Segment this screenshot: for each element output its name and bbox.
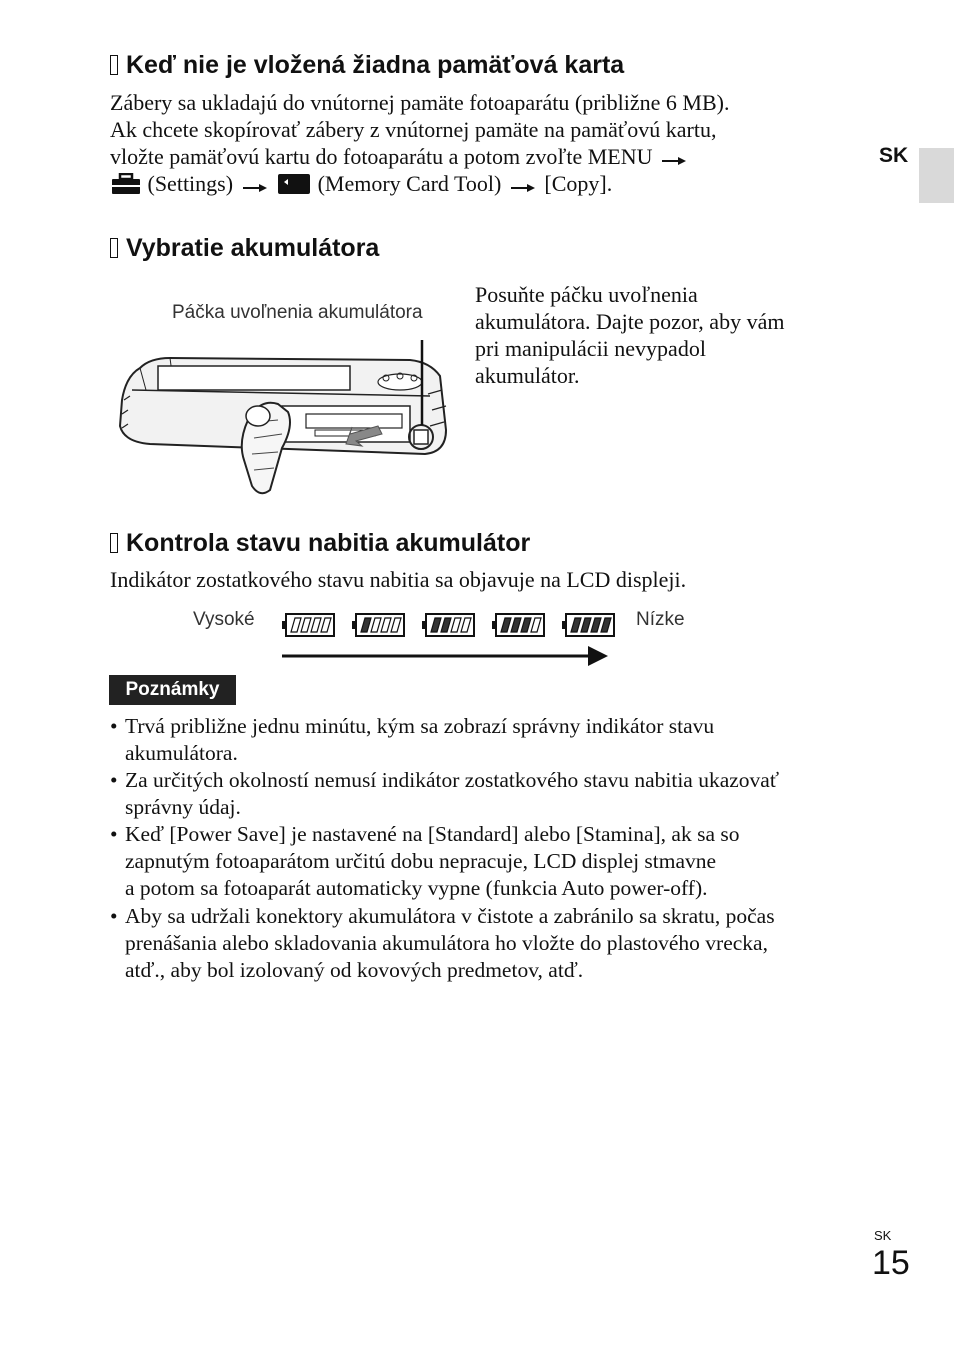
paragraph-line [110, 170, 612, 198]
note-text: Trvá približne jednu minútu, kým sa zobrazí správny indikátor stavu [125, 714, 715, 738]
section-heading-text: Kontrola stavu nabitia akumulátor [126, 529, 531, 557]
note-text: atď., aby bol izolovaný od kovových predmetov, atď. [125, 958, 584, 982]
paragraph-line: akumulátora. Dajte pozor, aby vám [475, 309, 785, 334]
camera-battery-illustration [110, 330, 460, 500]
language-side-tab [919, 148, 954, 203]
note-text: Keď [Power Save] je nastavené na [Standard] alebo [Stamina], ak sa so [125, 822, 740, 846]
bullet-dot: • [110, 768, 118, 792]
paragraph-line: Indikátor zostatkového stavu nabitia sa objavuje na LCD displeji. [110, 567, 687, 592]
copy-label: [Copy]. [544, 171, 613, 196]
arrow-right-icon [507, 181, 539, 195]
paragraph-line: Ak chcete skopírovať zábery z vnútornej pamäte na pamäťovú kartu, [110, 117, 717, 142]
scale-arrow-head [588, 646, 608, 666]
note-text: akumulátora. [125, 741, 238, 765]
paragraph-line [110, 143, 690, 171]
memory-card-tool-label: (Memory Card Tool) [317, 171, 502, 196]
memory-card-icon [276, 173, 312, 195]
heading-square-icon [110, 55, 118, 75]
battery-level-icon [282, 614, 334, 636]
settings-label: (Settings) [147, 171, 234, 196]
bullet-dot: • [110, 904, 118, 928]
note-text: zapnutým fotoaparátom určitú dobu nepracuje, LCD displej stmavne [125, 849, 717, 873]
paragraph-line: Zábery sa ukladajú do vnútornej pamäte fotoaparátu (približne 6 MB). [110, 90, 730, 115]
section-heading-battery-check [110, 528, 530, 558]
battery-release-lever-label: Páčka uvoľnenia akumulátora [172, 302, 423, 323]
paragraph-line: akumulátor. [475, 363, 580, 388]
note-text: prenášania alebo skladovania akumulátora ho vložte do plastového vrecka, [125, 931, 768, 955]
bullet-dot: • [110, 822, 118, 846]
note-text: správny údaj. [125, 795, 241, 819]
arrow-right-icon [658, 154, 690, 168]
paragraph-text: vložte pamäťovú kartu do fotoaparátu a potom zvoľte MENU [110, 144, 653, 169]
battery-high-label: Vysoké [193, 609, 255, 630]
notes-badge: Poznámky [109, 675, 236, 705]
arrow-right-icon [239, 181, 271, 195]
note-text: a potom sa fotoaparát automaticky vypne (funkcia Auto power-off). [125, 876, 708, 900]
section-heading-text: Keď nie je vložená žiadna pamäťová karta [126, 51, 625, 79]
note-text: Aby sa udržali konektory akumulátora v čistote a zabránilo sa skratu, počas [125, 904, 775, 928]
battery-level-icon [422, 614, 474, 636]
battery-level-icon [492, 614, 544, 636]
page-number: 15 [872, 1244, 910, 1282]
section-heading-no-card [110, 50, 624, 80]
note-text: Za určitých okolností nemusí indikátor zostatkového stavu nabitia ukazovať [125, 768, 780, 792]
section-heading-text: Vybratie akumulátora [126, 234, 380, 262]
section-heading-remove-battery [110, 233, 379, 263]
heading-square-icon [110, 238, 118, 258]
page-lang-label: SK [874, 1228, 892, 1243]
bullet-dot: • [110, 714, 118, 738]
battery-level-icon [562, 614, 614, 636]
paragraph-line: Posuňte páčku uvoľnenia [475, 282, 698, 307]
battery-low-label: Nízke [636, 609, 685, 630]
language-tab-label: SK [879, 144, 909, 167]
battery-indicator-scale [278, 610, 618, 672]
toolbox-icon [110, 173, 142, 195]
heading-square-icon [110, 533, 118, 553]
battery-level-icon [352, 614, 404, 636]
paragraph-line: pri manipulácii nevypadol [475, 336, 706, 361]
